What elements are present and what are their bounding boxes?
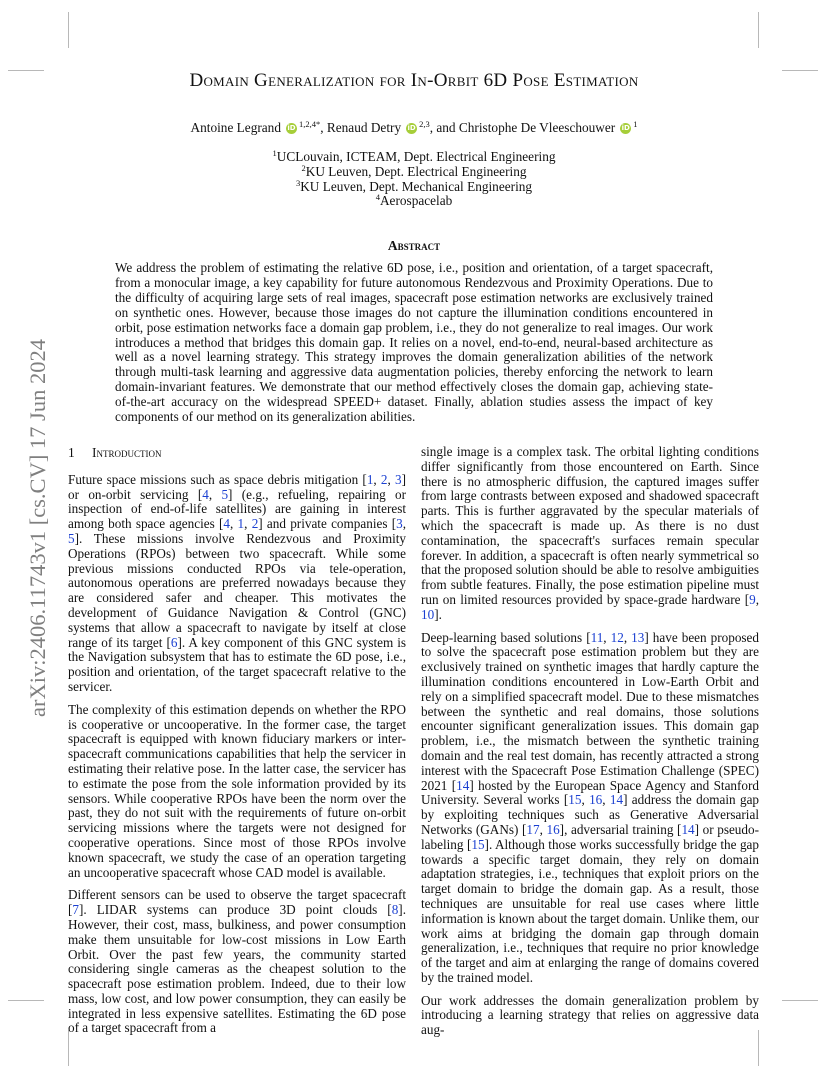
crop-mark <box>758 12 759 48</box>
affiliation-text: KU Leuven, Dept. Mechanical Engineering <box>300 178 533 194</box>
left-paragraphs <box>68 473 406 1036</box>
crop-mark <box>782 1000 818 1001</box>
citation-link[interactable]: 2 <box>251 516 259 532</box>
body-paragraph: Future space missions such as space debris mitigation [1, 2, 3] or on-orbit servicing [4, 5] (e.g., refueling, repairing or inspection of end-of-life satellites) are gaining in interest among both space agencies [4, 1, 2] and private companies [3, 5]. These missions involve Rendezvous and Proximity Operations (RPOs) between two spacecraft. While some previous missions conducted RPOs via tele-operation, autonomous operations are preferred nowadays because they are considered safer and cheaper. This motivates the development of Guidance Navigation & Control (GNC) systems that allow a spacecraft to navigate by itself at close range of its target [6]. A key component of this GNC system is the Navigation subsystem that has to estimate the 6D pose, i.e., position and orientation, of the target spacecraft relative to the servicer. <box>68 471 407 694</box>
citation-link[interactable]: 4 <box>223 516 230 532</box>
body-paragraph: Our work addresses the domain generalization problem by introducing a learning strategy that relies on aggressive data aug- <box>421 992 759 1038</box>
affiliation-line <box>0 162 828 180</box>
author-affiliation-marks: 1 <box>633 119 638 129</box>
citation-link[interactable]: 16 <box>589 792 603 808</box>
citation-link[interactable]: 1 <box>237 516 245 532</box>
citation-link[interactable]: 3 <box>395 471 402 487</box>
crop-mark <box>8 1000 44 1001</box>
author-affiliation-marks: 2,3 <box>419 119 430 129</box>
citation-link[interactable]: 12 <box>610 629 624 645</box>
citation-link[interactable]: 7 <box>72 902 79 918</box>
citation-link[interactable]: 5 <box>68 530 75 546</box>
affiliation-number: 3 <box>295 177 301 188</box>
citation-link[interactable]: 17 <box>526 821 540 837</box>
affiliation-number: 1 <box>272 148 277 158</box>
citation-link[interactable]: 9 <box>749 591 756 607</box>
citation-link[interactable]: 8 <box>391 902 399 918</box>
citation-link[interactable]: 4 <box>202 486 209 502</box>
abstract-heading: Abstract <box>387 238 441 253</box>
author-affiliation-marks: 1,2,4* <box>298 119 321 129</box>
right-column <box>421 445 759 1046</box>
author-name: Antoine Legrand <box>190 120 281 135</box>
citation-link[interactable]: 16 <box>546 821 560 837</box>
section-title: Introduction <box>92 445 162 460</box>
affiliation-number: 2 <box>301 162 306 173</box>
citation-link[interactable]: 2 <box>380 471 388 487</box>
affiliation-number: 4 <box>375 192 380 203</box>
paper-title: Domain Generalization for In-Orbit 6D Pose Estimation <box>189 70 639 91</box>
author-name: Renaud Detry <box>326 120 402 135</box>
citation-link[interactable]: 15 <box>568 792 582 808</box>
affiliation-text: Aerospacelab <box>379 193 453 209</box>
affiliation-line <box>0 150 828 165</box>
crop-mark <box>68 12 69 48</box>
section-heading <box>68 446 406 461</box>
body-paragraph: Different sensors can be used to observe the target spacecraft [7]. LIDAR systems can produce 3D point clouds [8]. However, their cost, mass, bulkiness, and power consumption make them unsuitable for low-cost missions in Low Earth Orbit. Over the past few years, the community started considering single cameras as the cheapest solution to the spacecraft pose estimation problem. Indeed, due to their low mass, low cost, and low power consumption, they can easily be integrated in less expensive satellites. Estimating the 6D pose of a target spacecraft from a <box>68 887 406 1036</box>
right-paragraphs <box>421 445 759 1038</box>
author-separator: , and <box>429 120 459 135</box>
citation-link[interactable]: 6 <box>170 634 178 650</box>
body-paragraph: single image is a complex task. The orbital lighting conditions differ significantly from those encountered on Earth. Since there is no atmospheric diffusion, the captured images suffer from large contrasts between exposed and shadowed spacecraft parts. This is further aggravated by the specular materials of which the spacecraft is made up. As there is no dust contamination, the spacecraft's surfaces remain specular forever. In addition, a spacecraft is often nearly symmetrical so that the proposed solution should be able to resolve ambiguities from subtle features. Finally, the pose estimation pipeline must run on limited resources provided by space-grade hardware [9, 10]. <box>421 444 759 622</box>
citation-link[interactable]: 5 <box>221 486 229 502</box>
orcid-icon[interactable]: iD <box>407 124 416 132</box>
body-paragraph: The complexity of this estimation depends on whether the RPO is cooperative or uncooperative. In the former case, the target spacecraft is equipped with known fiduciary markers or inter-spacecraft communications capabilities that help the servicer in estimating their relative pose. In the latter case, the servicer has to estimate the pose from the sole information provided by its sensors. While cooperative RPOs have been the norm over the past, they do not suit with the requirements of future on-orbit servicing missions where the targets were not designed for cooperative operations. Since most of those RPOs involve known spacecraft, we study the case of an operation targeting an uncooperative spacecraft whose CAD model is available. <box>68 701 406 880</box>
abstract-text: We address the problem of estimating the relative 6D pose, i.e., position and orientation, of a target spacecraft, from a monocular image, a key capability for future autonomous Rendezvous and Proximity Operations. Due to the difficulty of acquiring large sets of real images, spacecraft pose estimation networks are exclusively trained on synthetic ones. However, because those images do not capture the illumination conditions encountered in orbit, pose estimation networks face a domain gap problem, i.e., they do not generalize to real images. Our work introduces a method that bridges this domain gap. It relies on a novel, end-to-end, neural-based architecture as well as a novel learning strategy. This strategy improves the domain generalization abilities of the network through multi-task learning and aggressive data augmentation policies, thereby enforcing the network to learn domain-invariant features. We demonstrate that our method effectively closes the domain gap, achieving state-of-the-art accuracy on the widespread SPEED+ dataset. Finally, ablation studies assess the impact of key components of our method on its generalization abilities. <box>115 260 713 425</box>
affiliation-line <box>0 194 828 209</box>
left-column <box>68 446 406 1044</box>
author-list <box>0 120 828 136</box>
citation-link[interactable]: 11 <box>590 629 604 645</box>
orcid-icon[interactable]: iD <box>621 124 630 132</box>
citation-link[interactable]: 14 <box>681 821 695 837</box>
body-paragraph: Deep-learning based solutions [11, 12, 13] have been proposed to solve the spacecraft pose estimation problem but they are exclusively trained on synthetic images that hardly capture the illumination conditions encountered in Low-Earth Orbit and rely on a simplified spacecraft model. Due to these mismatches between the synthetic and real domains, those solutions encounter significant generalization issues. This domain gap problem, i.e., the mismatch between the synthetic training domain and the real test domain, has recently attracted a strong interest with the Spacecraft Pose Estimation Challenge (SPEC) 2021 [14] hosted by the European Space Agency and Stanford University. Several works [15, 16, 14] address the domain gap by exploiting techniques such as Generative Adversarial Networks (GANs) [17, 16], adversarial training [14] or pseudo-labeling [15]. Although those works successfully bridge the gap towards a specific target domain, they rely on domain adaptation strategies, i.e., techniques that exploit priors on the target domain to bridge the domain gap. As a result, those techniques are unsuitable for real use cases where little information is known about the target domain. Unlike them, our work aims at bridging the domain gap through domain generalization, i.e., techniques that require no prior knowledge of the target and aim at enlarging the range of domains covered by the trained model. <box>421 629 760 985</box>
affiliation-text: UCLouvain, ICTEAM, Dept. Electrical Engineering <box>276 149 556 164</box>
citation-link[interactable]: 3 <box>396 516 403 532</box>
citation-link[interactable]: 1 <box>366 471 374 487</box>
affiliation-list <box>0 150 828 209</box>
orcid-icon[interactable]: iD <box>287 124 296 132</box>
citation-link[interactable]: 13 <box>631 629 645 645</box>
arxiv-stamp: arXiv:2406.11743v1 [cs.CV] 17 Jun 2024 <box>25 339 50 717</box>
author-separator: , <box>320 120 327 135</box>
citation-link[interactable]: 10 <box>421 606 435 622</box>
affiliation-text: KU Leuven, Dept. Electrical Engineering <box>305 163 527 179</box>
citation-link[interactable]: 15 <box>471 836 485 852</box>
citation-link[interactable]: 14 <box>456 777 470 793</box>
citation-link[interactable]: 14 <box>609 792 624 808</box>
section-number: 1 <box>68 445 75 460</box>
author-name: Christophe De Vleeschouwer <box>458 120 616 135</box>
